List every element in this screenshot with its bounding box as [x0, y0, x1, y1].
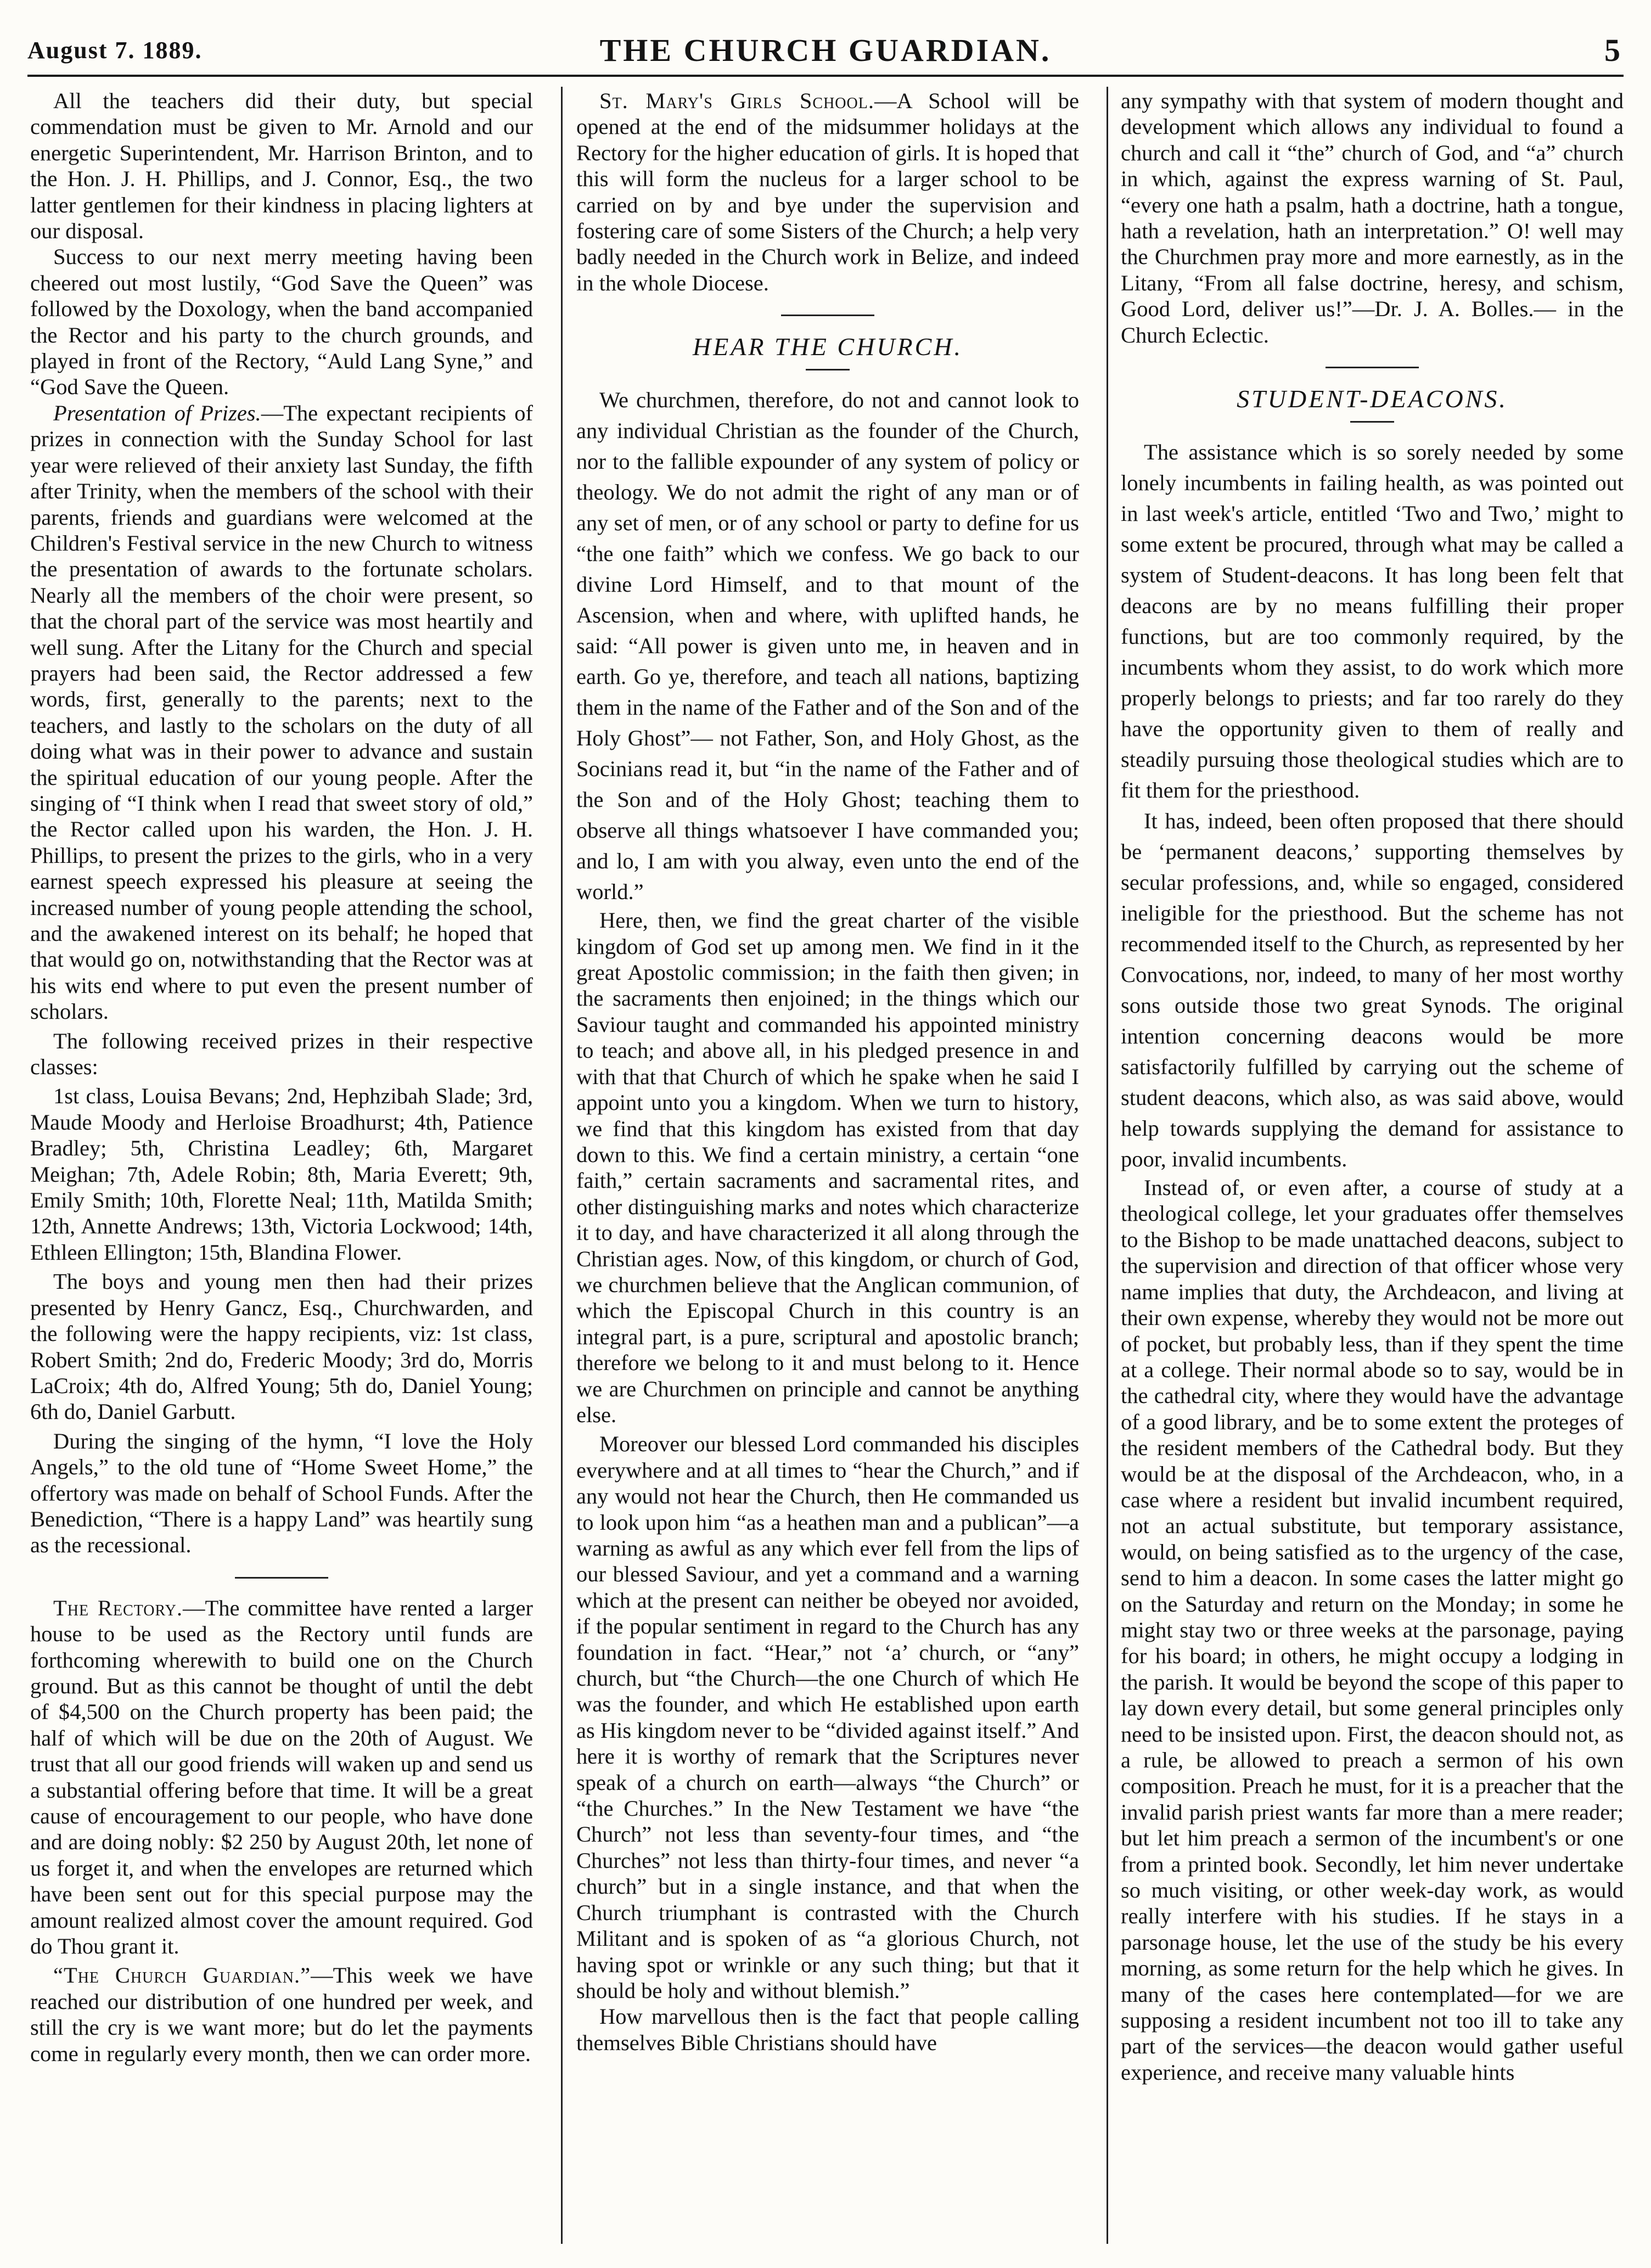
paragraph: The assistance which is so sorely needed by some lonely incumbents in failing health, as was pointed out in last week's article, entitled ‘Two and Two,’ might to some extent be procured, through what may be called a system of Student-deacons. It has long been felt that deacons are by no means fulfilling their proper functions, but are too commonly required, by the incumbents whom they assist, to do work which more properly belongs to priests; and far too rarely do they have the opportunity given to them of really and steadily pursuing those theological studies which are to fit them for the priesthood.	[1121, 440, 1624, 803]
paragraph-girls-prizes: 1st class, Louisa Bevans; 2nd, Hephzibah Slade; 3rd, Maude Moody and Herloise Broadhurst; 4th, Patience Bradley; 5th, Christina Leadley; 6th, Margaret Meighan; 7th, Adele Robin; 8th, Maria Everett; 9th, Emily Smith; 10th, Florette Neal; 11th, Matilda Smith; 12th, Annette Andrews; 13th, Victoria Lockwood; 14th, Ethleen Ellington; 15th, Blandina Flower.	[30, 1084, 533, 1265]
heading-divider	[806, 369, 850, 370]
paragraph-lead: St. Mary's Girls School.	[599, 88, 874, 113]
paragraph: Here, then, we find the great charter of the visible kingdom of God set up among men. We find in it the great Apostolic commission; in the faith then given; in the sacraments then enjoined; in the things which our Saviour taught and commanded his appointed ministry to teach; and above all, in his pledged presence in and with that that Church of which he spake when he said I appoint unto you a kingdom. When we turn to history, we find that this kingdom has existed from that day down to this. We find a certain ministry, a certain “one faith,” certain sacraments and sacramental rites, and other distinguishing marks and notes which characterize it to day, and have characterized it all along through the Christian ages. Now, of this kingdom, or church of God, we churchmen believe that the Anglican communion, of which the Episcopal Church in this country is an integral part, is a pure, scriptural and apostolic branch; therefore we belong to it and must belong to it. Hence we are Churchmen on principle and cannot be anything else.	[576, 908, 1079, 1427]
paragraph: Moreover our blessed Lord commanded his disciples everywhere and at all times to “hear the Church,” and if any would not hear the Church, then He commanded us to look upon him “as a heathen man and a publican”—a warning as awful as any which ever fell from the lips of our blessed Saviour, and yet a command and a warning which at the present can neither be obeyed nor avoided, if the popular sentiment in regard to the Church has any foundation in fact. “Hear,” not ‘a’ church, or “any” church, but “the Church—the one Church of which He was the founder, and which He established upon earth as His kingdom never to be “divided against itself.” And here it is worthy of remark that the Scriptures never speak of a church on earth—always “the Church” or “the Churches.” In the New Testament we have “the Church” not less than seventy-four times, and “the Churches” not less than thirty-four times, and never “a church” but in a single instance, and that when the Church triumphant is contrasted with the Church Militant and is spoken of as “a glorious Church, not having spot or wrinkle or any such thing; but that it should be holy and without blemish.”	[576, 1431, 1079, 2003]
paragraph: It has, indeed, been often proposed that there should be ‘permanent deacons,’ supporting themselves by secular professions, and, while so engaged, considered ineligible for the priesthood. But the scheme has not recommended itself to the Church, as represented by her Convocations, nor, indeed, to many of her most worthy sons outside those two great Synods. The original intention concerning deacons would be more satisfactorily fulfilled by carrying out the scheme of student deacons, which also, as was said above, would help towards supplying the demand for assistance to poor, invalid incumbents.	[1121, 809, 1624, 1172]
column-rule	[561, 87, 563, 2244]
column-3	[1121, 88, 1624, 2239]
heading-divider	[1350, 421, 1394, 423]
column-2	[576, 88, 1079, 2239]
paragraph-guardian: “The Church Guardian.”—This week we have reached our distribution of one hundred per week, and still the cry is we want more; but do let the payments come in regularly every month, then we can order more.	[30, 1963, 533, 2066]
paragraph: All the teachers did their duty, but special commendation must be given to Mr. Arnold and our energetic Superintendent, Mr. Harrison Brinton, and to the Hon. J. H. Phillips, and J. Connor, Esq., the two latter gentlemen for their kindness in placing lighters at our disposal.	[30, 88, 533, 244]
section-divider	[781, 315, 874, 316]
paragraph-rectory: The Rectory.—The committee have rented a larger house to be used as the Rectory until funds are forthcoming wherewith to build one on the Church ground. But as this cannot be thought of until the debt of $4,500 on the Church property has been paid; the half of which will be due on the 20th of August. We trust that all our good friends will waken up and send us a substantial offering before that time. It will be a great cause of encouragement to our people, who have done and are doing nobly: $2 250 by August 20th, let none of us forget it, and when the envelopes are returned which have been sent out for this special purpose may the amount realized almost cover the amount required. God do Thou grant it.	[30, 1595, 533, 1959]
paragraph-girls-school: St. Mary's Girls School.—A School will be opened at the end of the midsummer holidays at the Rectory for the higher education of girls. It is hoped that this will form the nucleus for a larger school to be carried on by and bye under the supervision and fostering care of some Sisters of the Church; a help very badly needed in the Church work in Belize, and indeed in the whole Diocese.	[576, 88, 1079, 295]
paragraph-lead: Presentation of Prizes.	[53, 400, 261, 425]
section-divider	[1326, 367, 1419, 368]
page-number: 5	[1604, 32, 1620, 68]
paragraph: any sympathy with that system of modern thought and development which allows any individual to found a church and call it “the” church of God, and “a” church in which, against the express warning of St. Paul, “every one hath a psalm, hath a doctrine, hath a tongue, hath a revelation, hath an interpretation.” O! well may the Churchmen pray more and more earnestly, as in the Litany, “From all false doctrine, heresy, and schism, Good Lord, deliver us!”—Dr. J. A. Bolles.— in the Church Eclectic.	[1121, 88, 1624, 347]
paragraph: During the singing of the hymn, “I love the Holy Angels,” to the old tune of “Home Sweet Home,” the offertory was made on behalf of School Funds. After the Benediction, “There is a happy Land” was heartily sung as the recessional.	[30, 1428, 533, 1558]
column-1	[30, 88, 533, 2239]
paragraph-lead: The Rectory.	[53, 1595, 183, 1620]
paragraph-prizes: Presentation of Prizes.—The expectant recipients of prizes in connection with the Sunday School for last year were relieved of their anxiety last Sunday, the fifth after Trinity, when the members of the school with their parents, friends and guardians were welcomed at the Children's Festival service in the new Church to witness the presentation of awards to the fortunate scholars. Nearly all the members of the choir were present, so that the choral part of the service was most heartily and well sung. After the Litany for the Church and special prayers had been said, the Rector addressed a few words, first, generally to the parents; next to the teachers, and lastly to the scholars on the duty of all doing what was in their power to advance and sustain the spiritual education of our young people. After the singing of “I think when I read that sweet story of old,” the Rector called upon his warden, the Hon. J. H. Phillips, to present the prizes to the girls, who in a very earnest speech expressed his pleasure at seeing the increased number of young people attending the school, and the awakened interest on its behalf; he hoped that that would go on, notwithstanding that the Rector was at his wits end where to put even the present number of scholars.	[30, 400, 533, 1024]
paragraph: How marvellous then is the fact that people calling themselves Bible Christians should have	[576, 2004, 1079, 2055]
paragraph-boys-prizes: The boys and young men then had their prizes presented by Henry Gancz, Esq., Churchwarden, and the following were the happy recipients, viz: 1st class, Robert Smith; 2nd do, Frederic Moody; 3rd do, Morris LaCroix; 4th do, Alfred Young; 5th do, Daniel Young; 6th do, Daniel Garbutt.	[30, 1269, 533, 1424]
section-divider	[235, 1577, 328, 1579]
paragraph: The following received prizes in their respective classes:	[30, 1028, 533, 1080]
masthead-title: THE CHURCH GUARDIAN.	[599, 32, 1052, 68]
paragraph: Instead of, or even after, a course of study at a theological college, let your graduates offer themselves to the Bishop to be made unattached deacons, subject to the supervision and direction of that officer whose very name implies that duty, the Archdeacon, and living at their own expense, whereby they would not be more out of pocket, but probably less, than if they spent the time at a college. Their normal abode so to say, would be in the cathedral city, where they would have the advantage of a good library, and be to some extent the proteges of the resident members of the Cathedral body. But they would be at the disposal of the Archdeacon, who, in a case where a resident but invalid incumbent required, not an actual substitute, but temporary assistance, would, on being satisfied as to the urgency of the case, send to him a deacon. In some cases the latter might go on the Saturday and return on the Monday; in some he might stay two or three weeks at the parsonage, paying for his board; in others, he might occupy a lodging in the parish. It would be beyond the scope of this paper to lay down every detail, but some general principles only need to be insisted upon. First, the deacon should not, as a rule, be allowed to preach a sermon of his own composition. Preach he must, for it is a preacher that the invalid parish priest wants far more than a mere reader; but let him preach a sermon of the incumbent's or one from a printed book. Secondly, let him never undertake so much visiting, or other week-day work, as would really interfere with his studies. If he stays in a parsonage house, let the use of the study be his every morning, as some return for the help which he gives. In many of the cases here contemplated—for we are supposing a resident incumbent not too ill to take any part of the services—the deacon would gather useful experience, and receive many valuable hints	[1121, 1175, 1624, 2085]
page-header	[27, 29, 1624, 77]
article-heading: HEAR THE CHURCH.	[692, 333, 963, 361]
article-heading: STUDENT-DEACONS.	[1237, 385, 1508, 413]
paragraph: Success to our next merry meeting having been cheered out most lustily, “God Save the Queen” was followed by the Doxology, when the band accompanied the Rector and his party to the church grounds, and played in front of the Rectory, “Auld Lang Syne,” and “God Save the Queen.	[30, 244, 533, 400]
issue-date: August 7. 1889.	[27, 37, 203, 64]
column-rule	[1107, 87, 1108, 2244]
paragraph: We churchmen, therefore, do not and cannot look to any individual Christian as the founder of the Church, nor to the fallible expounder of any system of policy or theology. We do not admit the right of any man or of any set of men, or of any school or party to define for us “the one faith” which we confess. We go back to our divine Lord Himself, and to that mount of the Ascension, when and where, with uplifted hands, he said: “All power is given unto me, in heaven and in earth. Go ye, therefore, and teach all nations, baptizing them in the name of the Father and of the Son and of the Holy Ghost”— not Father, Son, and Holy Ghost, as the Socinians read it, but “in the name of the Father and of the Son and of the Holy Ghost; teaching them to observe all things whatsoever I have commanded you; and lo, I am with you alway, even unto the end of the world.”	[576, 388, 1079, 905]
paragraph-lead: “The Church Guardian.”	[53, 1963, 311, 1988]
